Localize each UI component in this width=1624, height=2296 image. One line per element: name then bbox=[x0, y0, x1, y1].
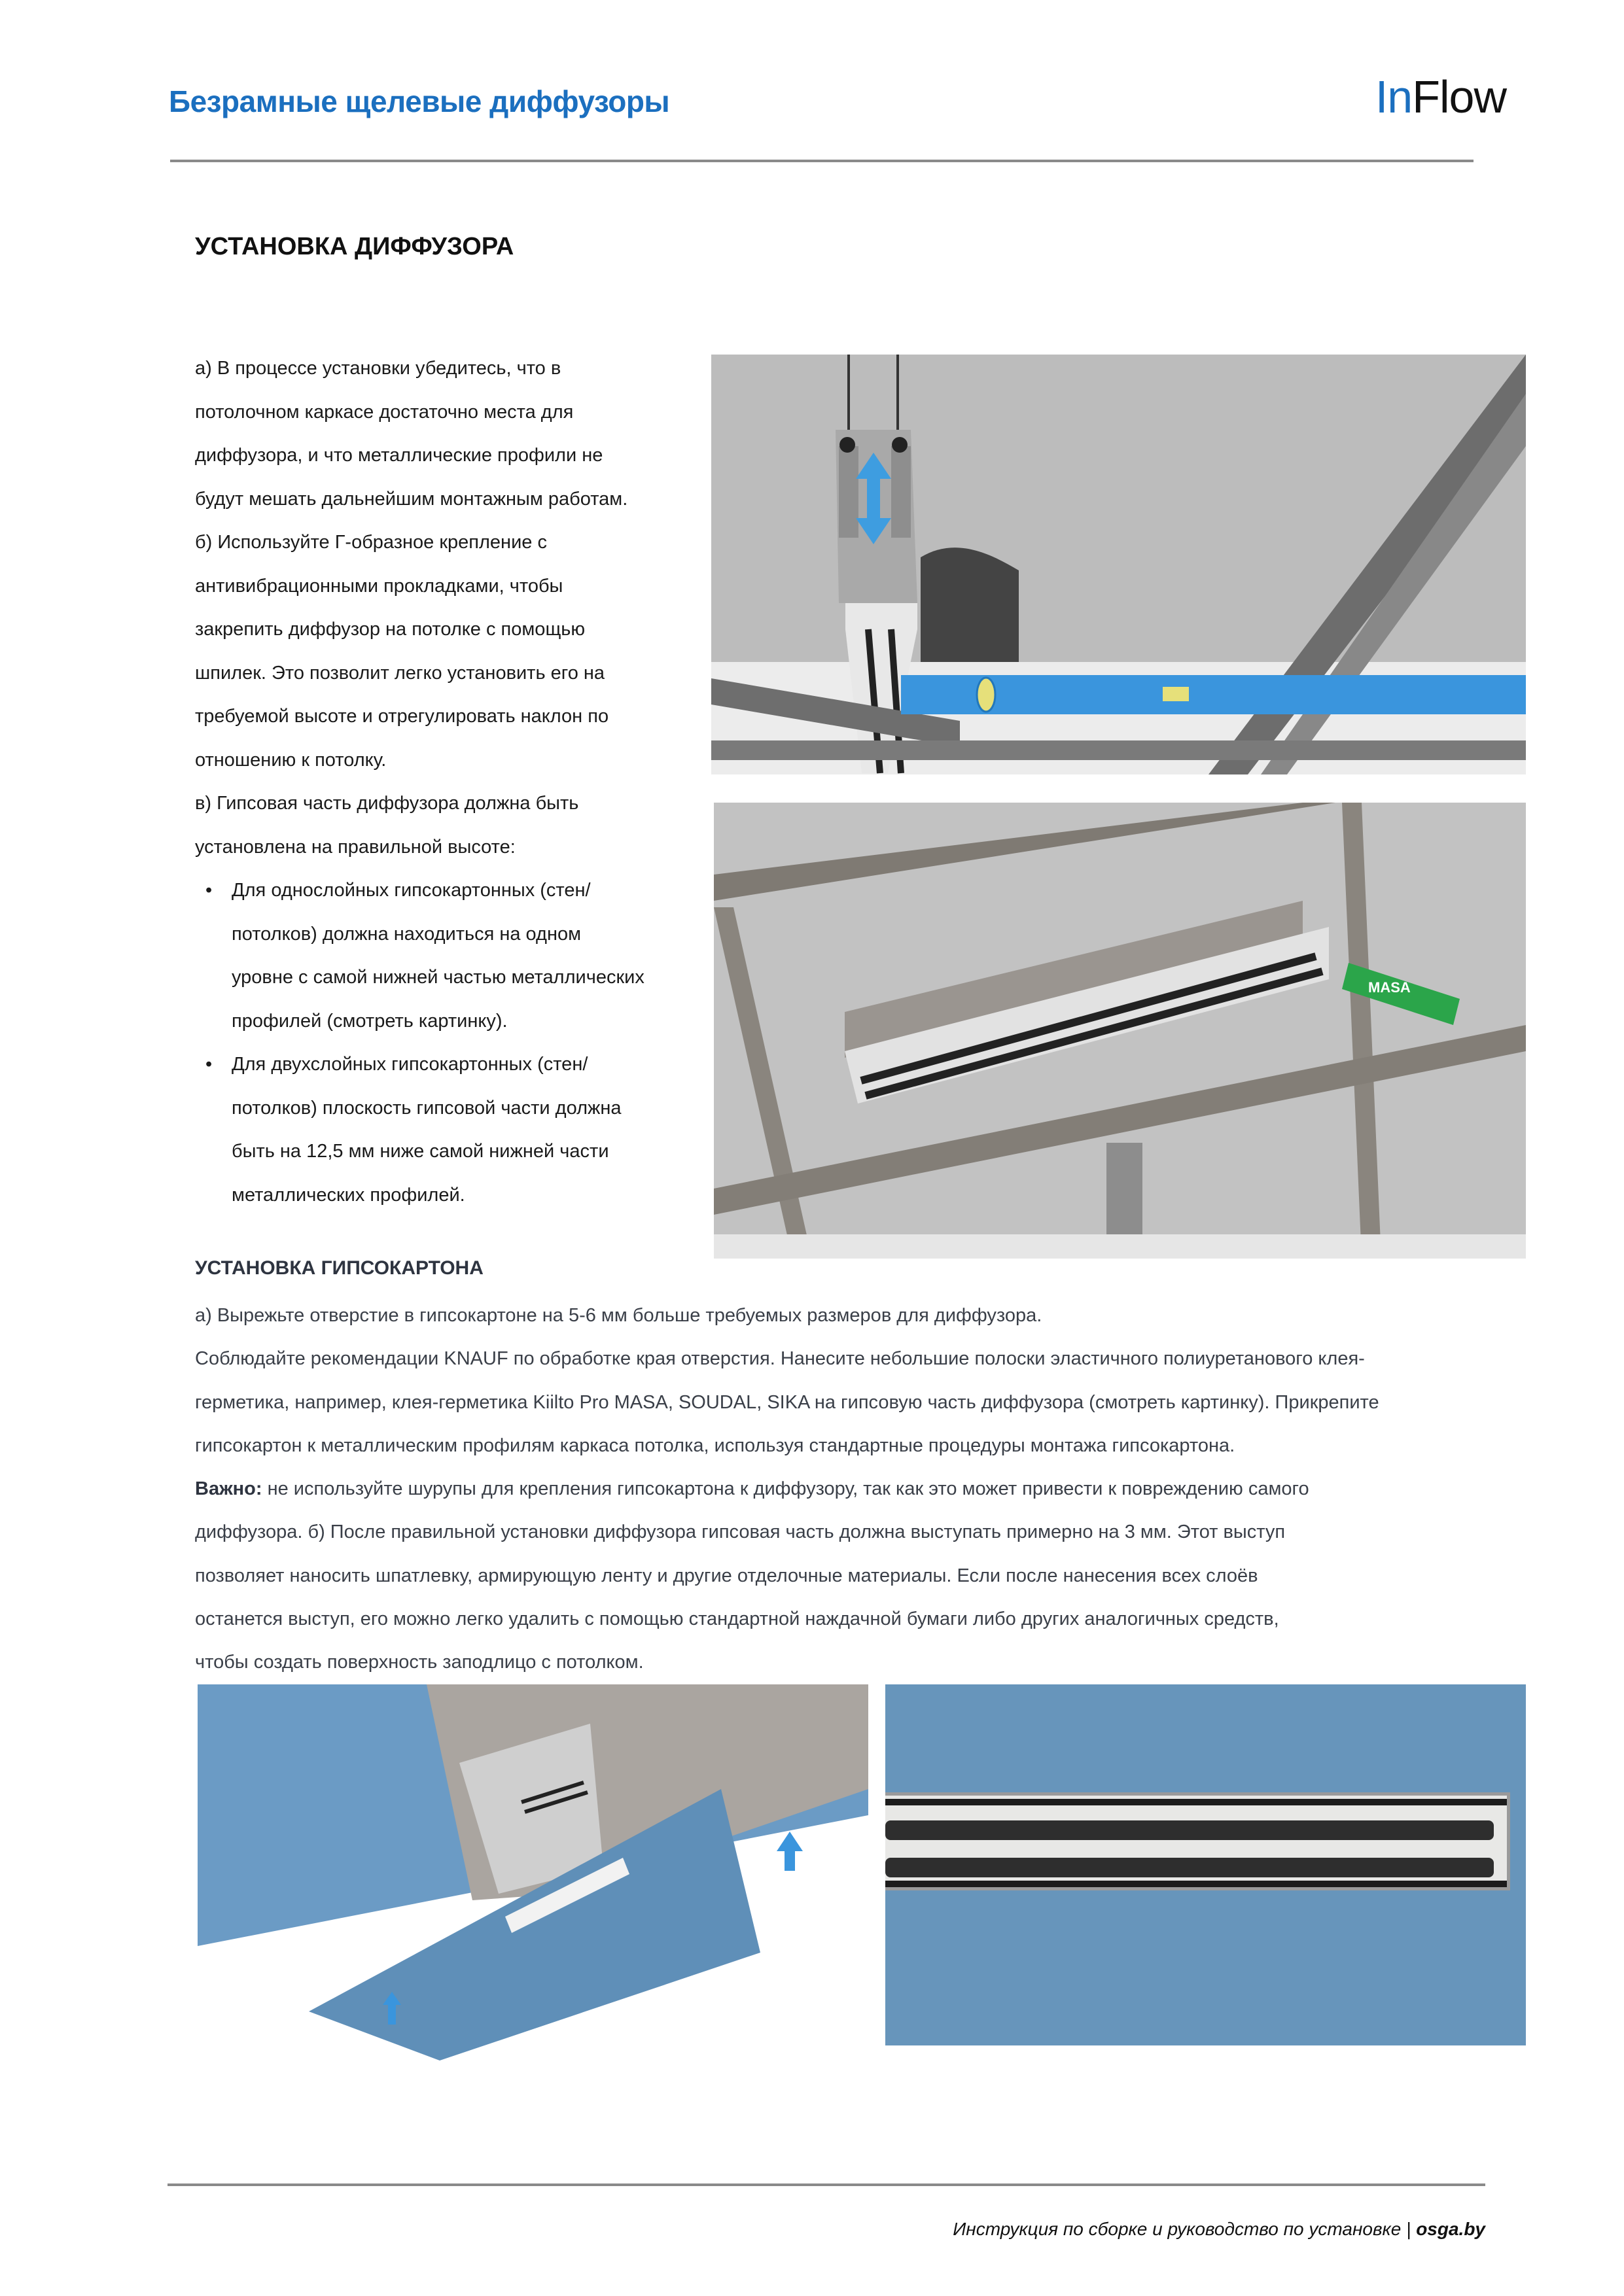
text-line: • Для двухслойных гипсокартонных (стен/ bbox=[232, 1054, 588, 1075]
brand-logo-in: In bbox=[1375, 71, 1413, 122]
document-title: Безрамные щелевые диффузоры bbox=[169, 84, 670, 118]
important-label: Важно: bbox=[195, 1478, 262, 1500]
text-line: уровне с самой нижней частью металлических bbox=[232, 967, 644, 988]
text-line: потолочном каркасе достаточно места для bbox=[195, 401, 574, 423]
text-line: диффузора, и что металлические профили не bbox=[195, 445, 603, 466]
diffuser-closeup-illustration bbox=[885, 1684, 1526, 2045]
photo-diffuser-closeup bbox=[885, 1684, 1526, 2045]
photo-diffuser-bracket bbox=[711, 355, 1526, 774]
text-line: отношению к потолку. bbox=[195, 749, 387, 771]
height-requirements-list bbox=[195, 869, 699, 1217]
text-line: • Для однослойных гипсокартонных (стен/ bbox=[232, 880, 591, 901]
text-line: Соблюдайте рекомендации KNAUF по обработке края отверстия. Нанесите небольшие полоски эластичного полиуретанового клея- bbox=[195, 1348, 1365, 1370]
section-title-drywall-install: УСТАНОВКА ГИПСОКАРТОНА bbox=[195, 1257, 484, 1279]
footer-divider bbox=[168, 2183, 1485, 2186]
text-line: позволяет наносить шпатлевку, армирующую ленту и другие отделочные материалы. Если после нанесения всех слоёв bbox=[195, 1565, 1258, 1586]
text-line: останется выступ, его можно легко удалить с помощью стандартной наждачной бумаги либо других аналогичных средств, bbox=[195, 1609, 1279, 1630]
section-title-diffuser-install: УСТАНОВКА ДИФФУЗОРА bbox=[195, 233, 514, 260]
drywall-lifting-illustration bbox=[198, 1684, 868, 2061]
footer-site-link[interactable]: osga.by bbox=[1416, 2219, 1485, 2239]
text-line: потолков) должна находиться на одном bbox=[232, 923, 582, 945]
text-line: б) Используйте Г-образное крепление с bbox=[195, 532, 547, 553]
list-item-single-layer bbox=[232, 869, 699, 1043]
brand-logo-flow: Flow bbox=[1412, 71, 1506, 122]
text-line: гипсокартон к металлическим профилям каркаса потолка, используя стандартные процедуры монтажа гипсокартона. bbox=[195, 1435, 1235, 1456]
text-line: а) В процессе установки убедитесь, что в bbox=[195, 358, 561, 379]
text-line: закрепить диффузор на потолке с помощью bbox=[195, 619, 586, 640]
text-line: герметика, например, клея-герметика Kiilto Pro MASA, SOUDAL, SIKA на гипсовую часть диффузора (смотреть картинку). Прикрепите bbox=[195, 1391, 1379, 1413]
text-line: быть на 12,5 мм ниже самой нижней части bbox=[232, 1141, 609, 1162]
page-footer bbox=[953, 2219, 1485, 2240]
header-divider bbox=[170, 160, 1474, 162]
photo-drywall-lifting bbox=[198, 1684, 868, 2061]
text-line: требуемой высоте и отрегулировать наклон по bbox=[195, 706, 609, 727]
text-line: установлена на правильной высоте: bbox=[195, 836, 516, 858]
text-line: чтобы создать поверхность заподлицо с потолком. bbox=[195, 1652, 644, 1673]
text-line: металлических профилей. bbox=[232, 1184, 465, 1206]
photo-diffuser-in-frame bbox=[714, 803, 1526, 1259]
text-line: диффузора. б) После правильной установки диффузора гипсовая часть должна выступать примерно на 3 мм. Этот выступ bbox=[195, 1522, 1286, 1543]
text-line: а) Вырежьте отверстие в гипсокартоне на 5-6 мм больше требуемых размеров для диффузора. bbox=[195, 1305, 1042, 1326]
masa-label: MASA bbox=[1368, 979, 1411, 996]
text-line: шпилек. Это позволит легко установить его на bbox=[195, 662, 605, 684]
important-text: не используйте шурупы для крепления гипсокартона к диффузору, так как это может привести к повреждению самого bbox=[262, 1478, 1309, 1500]
diffuser-frame-illustration bbox=[714, 803, 1526, 1259]
drywall-install-instructions bbox=[195, 1294, 1530, 1684]
brand-logo bbox=[1375, 71, 1506, 123]
text-line: будут мешать дальнейшим монтажным работам. bbox=[195, 488, 628, 510]
text-line: антивибрационными прокладками, чтобы bbox=[195, 575, 563, 597]
diffuser-bracket-illustration bbox=[711, 355, 1526, 774]
important-note bbox=[195, 1467, 1530, 1510]
diffuser-install-instructions bbox=[195, 347, 699, 1217]
text-line: потолков) плоскость гипсовой части должна bbox=[232, 1097, 622, 1119]
list-item-double-layer bbox=[232, 1043, 699, 1217]
text-line: профилей (смотреть картинку). bbox=[232, 1010, 508, 1032]
footer-text: Инструкция по сборке и руководство по установке | bbox=[953, 2219, 1417, 2239]
text-line: в) Гипсовая часть диффузора должна быть bbox=[195, 793, 579, 814]
